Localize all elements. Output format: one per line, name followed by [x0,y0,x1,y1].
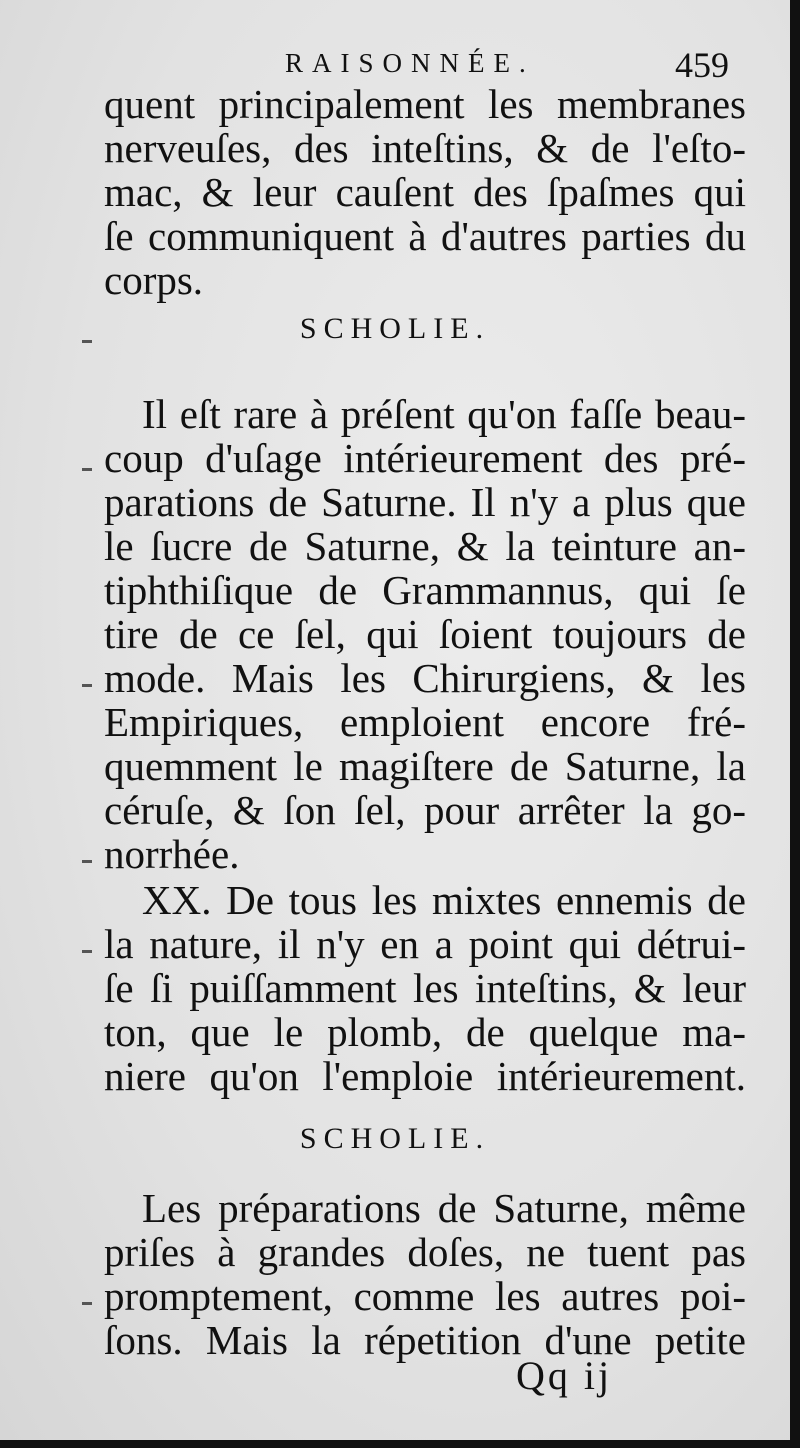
margin-mark [82,1302,92,1305]
text-line: mac, & leur cauſent des ſpaſmes qui [104,169,746,215]
text-line: tire de ce ſel, qui ſoient toujours de [104,611,746,657]
text-line: ton, que le plomb, de quelque ma- [104,1009,746,1055]
text-line: ſe communiquent à d'autres parties du [104,213,746,259]
text-line: Il eſt rare à préſent qu'on faſſe beau- [142,391,746,437]
text-line: norrhée. [104,831,240,877]
text-line: corps. [104,257,204,303]
signature-mark: Qq ij [516,1353,613,1398]
text-line: céruſe, & ſon ſel, pour arrêter la go- [104,787,746,833]
margin-mark [82,860,92,863]
text-line: coup d'uſage intérieurement des pré- [104,435,746,481]
text-line: tiphthiſique de Grammannus, qui ſe [104,567,746,613]
section-heading: SCHOLIE. [299,1122,491,1155]
margin-mark [82,950,92,953]
text-line: nerveuſes, des inteſtins, & de l'eſto- [104,125,746,171]
margin-mark [82,684,92,687]
scan-edge-right [790,0,800,1448]
text-line: Empiriques, emploient encore fré- [104,699,746,745]
scan-edge-bottom [0,1440,800,1448]
text-line: quent principalement les membranes [104,81,746,127]
running-head: RAISONNÉE. [285,48,535,78]
text-line: quemment le magiſtere de Saturne, la [104,743,746,789]
text-line: promptement, comme les autres poi- [104,1273,746,1319]
margin-mark [82,468,92,471]
page-number: 459 [675,45,729,85]
text-line: priſes à grandes doſes, ne tuent pas [104,1229,746,1275]
text-line: ſons. Mais la répetition d'une petite [104,1317,746,1363]
text-line: le ſucre de Saturne, & la teinture an- [104,523,746,569]
margin-mark [82,340,92,343]
section-heading: SCHOLIE. [299,312,491,345]
text-line: parations de Saturne. Il n'y a plus que [104,479,746,525]
text-line: mode. Mais les Chirurgiens, & les [104,655,746,701]
text-line: ſe ſi puiſſamment les inteſtins, & leur [104,965,746,1011]
text-line: XX. De tous les mixtes ennemis de [142,877,746,923]
text-line: la nature, il n'y en a point qui détrui- [104,921,746,967]
text-line: niere qu'on l'emploie intérieurement. [104,1053,746,1099]
text-line: Les préparations de Saturne, même [142,1185,746,1231]
